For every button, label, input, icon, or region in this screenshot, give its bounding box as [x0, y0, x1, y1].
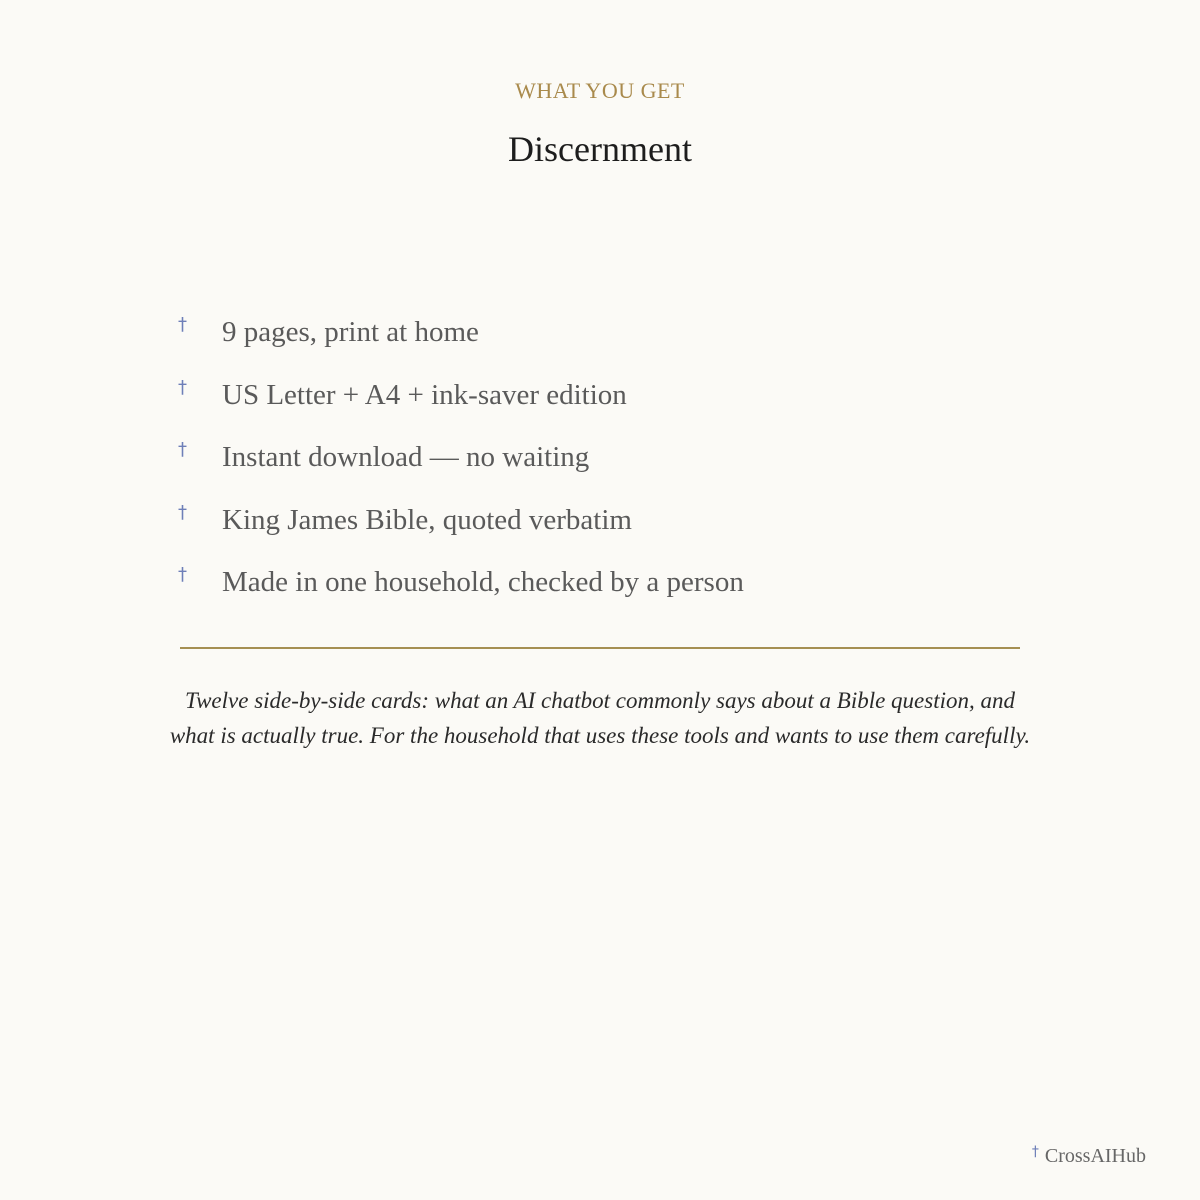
cross-icon: † — [178, 439, 187, 460]
feature-text: King James Bible, quoted verbatim — [222, 503, 632, 536]
cross-icon: † — [178, 564, 187, 585]
feature-text: Made in one household, checked by a person — [222, 566, 744, 598]
feature-item — [178, 435, 1038, 498]
cross-icon: † — [178, 376, 187, 398]
cross-icon: † — [1031, 1144, 1039, 1160]
feature-text: US Letter + A4 + ink-saver edition — [222, 378, 627, 411]
feature-item — [178, 373, 1038, 436]
brand-mark — [1032, 1145, 1146, 1167]
feature-item — [178, 560, 1038, 623]
cross-icon: † — [178, 501, 187, 523]
feature-text: 9 pages, print at home — [222, 316, 479, 348]
feature-item — [178, 498, 1038, 561]
description-text: Twelve side-by-side cards: what an AI chatbot commonly says about a Bible question, and what is actually true. For the household that uses these tools and wants to use them carefully. — [169, 688, 1031, 748]
brand-name: CrossAIHub — [1044, 1145, 1146, 1167]
cross-icon: † — [178, 314, 187, 335]
page-title: Discernment — [508, 129, 692, 169]
feature-list — [178, 310, 1038, 623]
feature-item — [178, 310, 1038, 373]
divider — [180, 647, 1020, 649]
feature-text: Instant download — no waiting — [222, 441, 590, 473]
eyebrow-label: WHAT YOU GET — [515, 78, 685, 103]
